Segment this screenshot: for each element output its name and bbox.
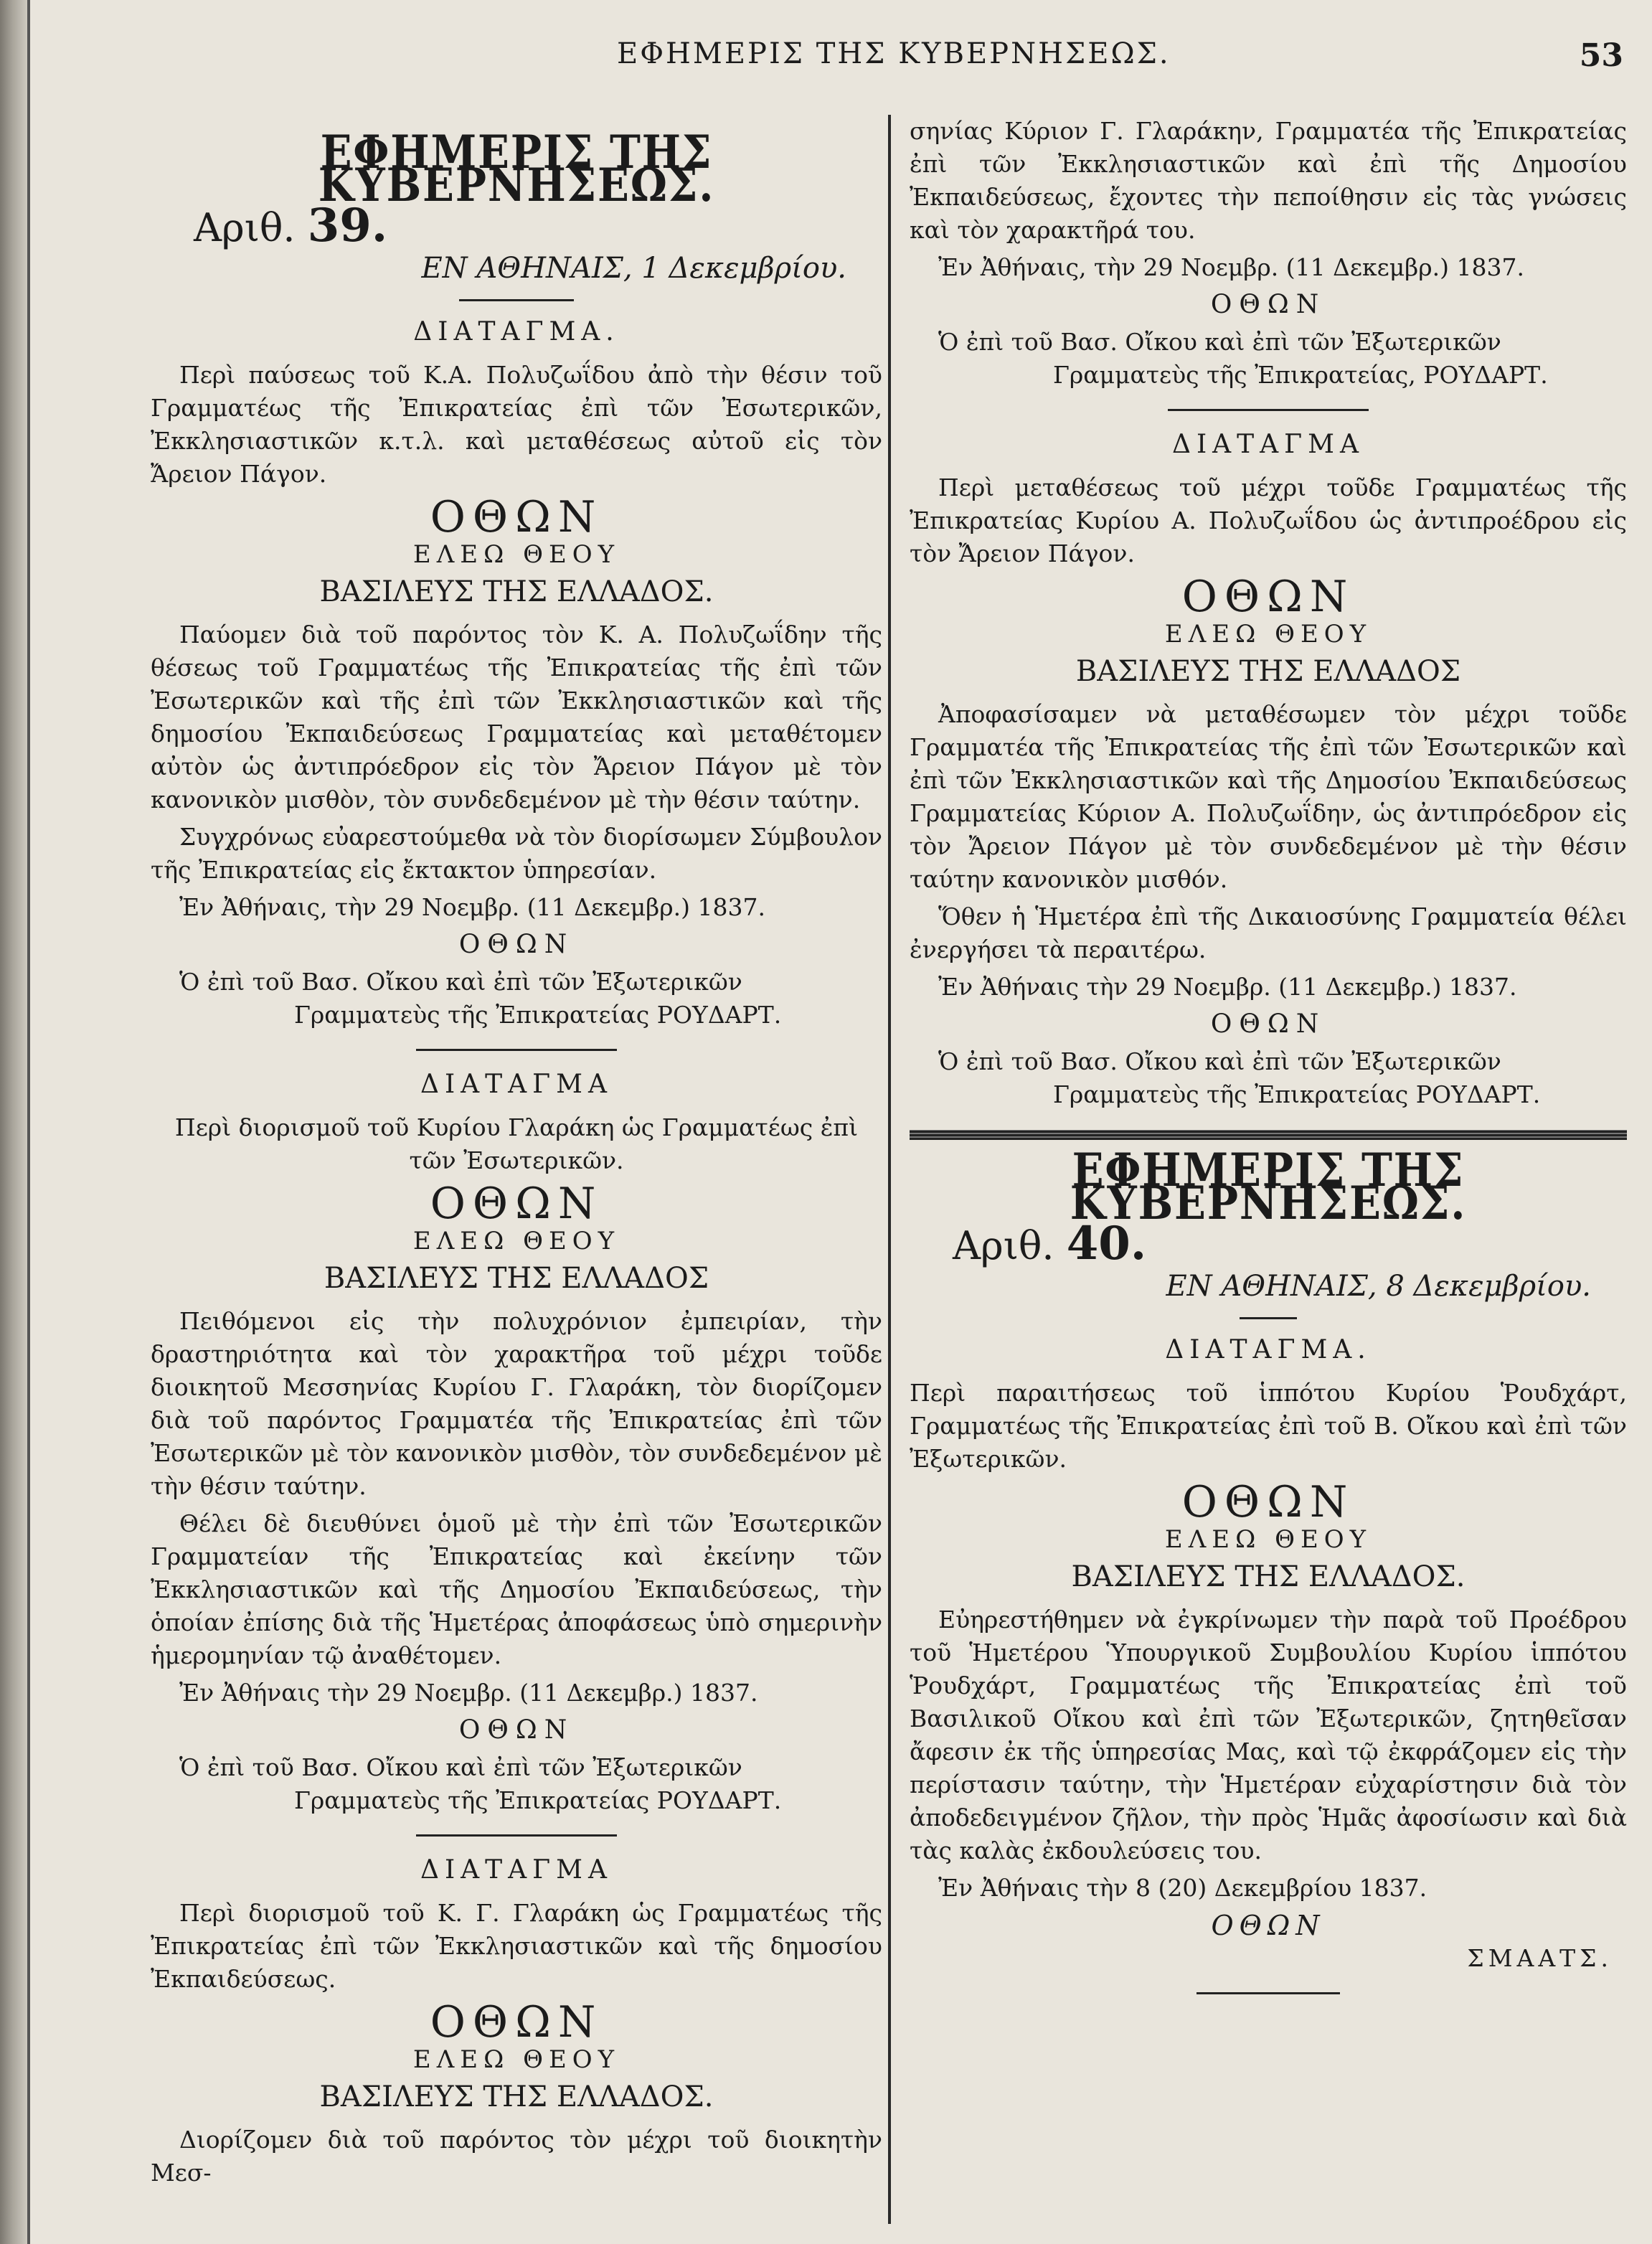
continued-text: σηνίας Κύριον Γ. Γλαράκην, Γραμματέα τῆς Ἐπικρατείας ἐπὶ τῶν Ἐκκλησιαστικῶν καὶ ἐπὶ τῆς Δημοσίου Ἐκπαιδεύσεως, ἔχοντες τὴν πεποίθησιν εἰς τὰς γνώσεις καὶ τὸν χαρακτῆρά του. [910, 117, 1627, 244]
by-grace-of-god: ΕΛΕΩ ΘΕΟΥ [412, 2045, 620, 2074]
divider [1196, 1992, 1340, 1994]
column-divider [888, 115, 891, 2224]
running-header: ΕΦΗΜΕΡΙΣ ΤΗΣ ΚΥΒΕΡΝΗΣΕΩΣ. [617, 37, 1171, 70]
king-name: ΟΘΩΝ [1181, 1477, 1355, 1527]
divider [416, 1049, 617, 1051]
by-grace-of-god: ΕΛΕΩ ΘΕΟΥ [412, 540, 620, 569]
signature: ΟΘΩΝ [458, 1715, 575, 1745]
decree-body: Συγχρόνως εὐαρεστούμεθα νὰ τὸν διορίσωμεν Σύμβουλον τῆς Ἐπικρατείας εἰς ἔκτακτον ὑπηρεσίαν. [151, 823, 882, 884]
decree-body: Ὅθεν ἡ Ἡμετέρα ἐπὶ τῆς Δικαιοσύνης Γραμματεία θέλει ἐνεργήσει τὰ περαιτέρω. [910, 902, 1627, 963]
king-title: ΒΑΣΙΛΕΥΣ ΤΗΣ ΕΛΛΑΔΟΣ. [319, 575, 714, 608]
page-number: 53 [1579, 37, 1623, 74]
decree-heading: ΔΙΑΤΑΓΜΑ. [1165, 1335, 1372, 1364]
by-grace-of-god: ΕΛΕΩ ΘΕΟΥ [1164, 1525, 1372, 1554]
king-name: ΟΘΩΝ [430, 1997, 603, 2047]
decree-date: Ἐν Ἀθήναις, τὴν 29 Νοεμβρ. (11 Δεκεμβρ.) 1837. [938, 253, 1524, 281]
left-column [151, 115, 882, 2194]
dateline: ΕΝ ΑΘΗΝΑΙΣ, 8 Δεκεμβρίου. [1166, 1270, 1591, 1303]
king-name: ΟΘΩΝ [430, 492, 603, 542]
decree-date: Ἐν Ἀθήναις τὴν 29 Νοεμβρ. (11 Δεκεμβρ.) 1837. [179, 1679, 758, 1707]
decree-heading: ΔΙΑΤΑΓΜΑ [420, 1855, 613, 1885]
by-grace-of-god: ΕΛΕΩ ΘΕΟΥ [1164, 620, 1372, 649]
decree-body: Εὐηρεστήθημεν νὰ ἐγκρίνωμεν τὴν παρὰ τοῦ Προέδρου τοῦ Ἡμετέρου Ὑπουργικοῦ Συμβουλίου Κυρίου ἱππότου Ῥουδχάρτ, Γραμματέως τῆς Ἐπικρατείας ἐπὶ τοῦ Βασιλικοῦ Οἴκου καὶ ἐπὶ τῶν Ἐξωτερικῶν, ζητηθεῖσαν ἄφεσιν ἐκ τῆς ὑπηρεσίας Μας, καὶ τῷ ἐκφράζομεν εἰς τὴν περίστασιν ταύτην, τὴν Ἡμετέραν εὐχαρίστησιν διὰ τὸν ἀποδεδειγμένον ζῆλον, τὴν πρὸς Ἡμᾶς ἀφοσίωσιν καὶ διὰ τὰς καλὰς ἐκδουλεύσεις του. [910, 1606, 1627, 1864]
decree-summary: Περὶ διορισμοῦ τοῦ Κ. Γ. Γλαράκη ὡς Γραμματέως τῆς Ἐπικρατείας ἐπὶ τῶν Ἐκκλησιαστικῶν καὶ τῆς δημοσίου Ἐκπαιδεύσεως. [151, 1899, 882, 1993]
countersign-name: ΣΜΑΑΤΣ. [1467, 1944, 1613, 1972]
king-name: ΟΘΩΝ [1181, 572, 1355, 622]
king-name: ΟΘΩΝ [430, 1179, 603, 1229]
countersign-line: Ὁ ἐπὶ τοῦ Βασ. Οἴκου καὶ ἐπὶ τῶν Ἐξωτερικῶν [938, 1047, 1501, 1075]
decree-summary: Περὶ παύσεως τοῦ Κ.Α. Πολυζωΐδου ἀπὸ τὴν θέσιν τοῦ Γραμματέως τῆς Ἐπικρατείας ἐπὶ τῶν Ἐσωτερικῶν, Ἐκκλησιαστικῶν κ.τ.λ. καὶ μεταθέσεως αὐτοῦ εἰς τὸν Ἄρειον Πάγον. [151, 361, 882, 488]
decree-body: Πειθόμενοι εἰς τὴν πολυχρόνιον ἐμπειρίαν, τὴν δραστηριότητα καὶ τὸν χαρακτῆρα τοῦ μέχρι τοῦδε διοικητοῦ Μεσσηνίας Κυρίου Γ. Γλαράκη, τὸν διορίζομεν διὰ τοῦ παρόντος Γραμματέα τῆς Ἐπικρατείας ἐπὶ τῶν Ἐσωτερικῶν μὲ τὸν κανονικὸν μισθὸν, τὸν συνδεδεμένον μὲ τὴν θέσιν ταύτην. [151, 1307, 882, 1500]
king-title: ΒΑΣΙΛΕΥΣ ΤΗΣ ΕΛΛΑΔΟΣ. [319, 2080, 714, 2113]
issue-line [953, 1217, 1627, 1270]
issue-label: Αριθ. [953, 1223, 1054, 1268]
signature: ΟΘΩΝ [1210, 1009, 1326, 1039]
signature: ΟΘΩΝ [1211, 1910, 1326, 1941]
divider [416, 1834, 617, 1837]
issue-label: Αριθ. [194, 205, 296, 250]
issue-number: 39. [307, 199, 388, 253]
issue-number: 40. [1066, 1217, 1147, 1270]
book-binding-edge [0, 0, 27, 2244]
decree-heading: ΔΙΑΤΑΓΜΑ. [413, 317, 620, 346]
right-column [910, 115, 1627, 2012]
decree-body: Διορίζομεν διὰ τοῦ παρόντος τὸν μέχρι τοῦ διοικητὴν Μεσ- [151, 2126, 882, 2187]
divider [459, 299, 574, 301]
issue-separator [910, 1130, 1627, 1140]
countersign-name: Γραμματεὺς τῆς Ἐπικρατείας ΡΟΥΔΑΡΤ. [294, 1001, 782, 1029]
by-grace-of-god: ΕΛΕΩ ΘΕΟΥ [412, 1227, 620, 1255]
signature: ΟΘΩΝ [1210, 290, 1326, 319]
king-title: ΒΑΣΙΛΕΥΣ ΤΗΣ ΕΛΛΑΔΟΣ. [1071, 1560, 1465, 1593]
issue-line [194, 199, 882, 253]
countersign-name: Γραμματεὺς τῆς Ἐπικρατείας, ΡΟΥΔΑΡΤ. [1053, 361, 1548, 389]
decree-heading: ΔΙΑΤΑΓΜΑ [420, 1070, 613, 1099]
king-title: ΒΑΣΙΛΕΥΣ ΤΗΣ ΕΛΛΑΔΟΣ [1075, 655, 1461, 688]
decree-body: Θέλει δὲ διευθύνει ὁμοῦ μὲ τὴν ἐπὶ τῶν Ἐσωτερικῶν Γραμματείαν τῆς Ἐπικρατείας καὶ ἐκείνην τῶν Ἐκκλησιαστικῶν καὶ τῆς Δημοσίου Ἐκπαιδεύσεως, τὴν ὁποίαν ἐπίσης διὰ τῆς Ἡμετέρας ἀποφάσεως ὑπὸ σημερινὴν ἡμερομηνίαν τῷ ἀναθέτομεν. [151, 1509, 882, 1669]
decree-date: Ἐν Ἀθήναις, τὴν 29 Νοεμβρ. (11 Δεκεμβρ.) 1837. [179, 893, 765, 921]
masthead: ΕΦΗΜΕΡΙΣ ΤΗΣ ΚΥΒΕΡΝΗΣΕΩΣ. [318, 126, 715, 212]
countersign-line: Ὁ ἐπὶ τοῦ Βασ. Οἴκου καὶ ἐπὶ τῶν Ἐξωτερικῶν [938, 328, 1501, 356]
decree-body: Παύομεν διὰ τοῦ παρόντος τὸν Κ. Α. Πολυζωΐδην τῆς θέσεως τοῦ Γραμματέως τῆς Ἐπικρατείας τῆς ἐπὶ τῶν Ἐσωτερικῶν καὶ τῆς ἐπὶ τῶν Ἐκκλησιαστικῶν καὶ τῆς δημοσίου Ἐκπαιδεύσεως Γραμματείας καὶ μεταθέτομεν αὐτὸν ὡς ἀντιπρόεδρον εἰς τὸν Ἄρειον Πάγον μὲ τὸν κανονικὸν μισθὸν, τὸν συνδεδεμένον μὲ τὴν θέσιν ταύτην. [151, 621, 882, 814]
countersign-line: Ὁ ἐπὶ τοῦ Βασ. Οἴκου καὶ ἐπὶ τῶν Ἐξωτερικῶν [179, 968, 742, 996]
masthead: ΕΦΗΜΕΡΙΣ ΤΗΣ ΚΥΒΕΡΝΗΣΕΩΣ. [1070, 1144, 1467, 1230]
divider [1240, 1317, 1297, 1319]
decree-summary: Περὶ παραιτήσεως τοῦ ἱππότου Κυρίου Ῥουδχάρτ, Γραμματέως τῆς Ἐπικρατείας ἐπὶ τοῦ Β. Οἴκου καὶ ἐπὶ τῶν Ἐξωτερικῶν. [910, 1379, 1627, 1473]
decree-date: Ἐν Ἀθήναις τὴν 8 (20) Δεκεμβρίου 1837. [938, 1874, 1427, 1902]
dateline: ΕΝ ΑΘΗΝΑΙΣ, 1 Δεκεμβρίου. [421, 252, 846, 285]
king-title: ΒΑΣΙΛΕΥΣ ΤΗΣ ΕΛΛΑΔΟΣ [324, 1262, 709, 1295]
signature: ΟΘΩΝ [458, 930, 575, 959]
decree-summary: Περὶ μεταθέσεως τοῦ μέχρι τοῦδε Γραμματέως τῆς Ἐπικρατείας Κυρίου Α. Πολυζωΐδου ὡς ἀντιπροέδρου εἰς τὸν Ἄρειον Πάγον. [910, 473, 1627, 567]
decree-summary: Περὶ διορισμοῦ τοῦ Κυρίου Γλαράκη ὡς Γραμματέως ἐπὶ τῶν Ἐσωτερικῶν. [174, 1113, 859, 1174]
countersign-name: Γραμματεὺς τῆς Ἐπικρατείας ΡΟΥΔΑΡΤ. [294, 1786, 782, 1814]
decree-body: Ἀποφασίσαμεν νὰ μεταθέσωμεν τὸν μέχρι τοῦδε Γραμματέα τῆς Ἐπικρατείας τῆς ἐπὶ τῶν Ἐσωτερικῶν καὶ ἐπὶ τῶν Ἐκκλησιαστικῶν καὶ τῆς Δημοσίου Ἐκπαιδεύσεως Γραμματείας Κύριον Α. Πολυζωΐδην, ὡς ἀντιπρόεδρον εἰς τὸν Ἄρειον Πάγον μὲ τὸν συνδεδεμένον μὲ τὴν θέσιν ταύτην κανονικὸν μισθόν. [910, 700, 1627, 893]
decree-heading: ΔΙΑΤΑΓΜΑ [1171, 430, 1365, 459]
countersign-line: Ὁ ἐπὶ τοῦ Βασ. Οἴκου καὶ ἐπὶ τῶν Ἐξωτερικῶν [179, 1753, 742, 1781]
divider [1168, 409, 1369, 411]
decree-date: Ἐν Ἀθήναις τὴν 29 Νοεμβρ. (11 Δεκεμβρ.) 1837. [938, 973, 1517, 1001]
countersign-name: Γραμματεὺς τῆς Ἐπικρατείας ΡΟΥΔΑΡΤ. [1053, 1080, 1541, 1108]
page-edge [27, 0, 30, 2244]
